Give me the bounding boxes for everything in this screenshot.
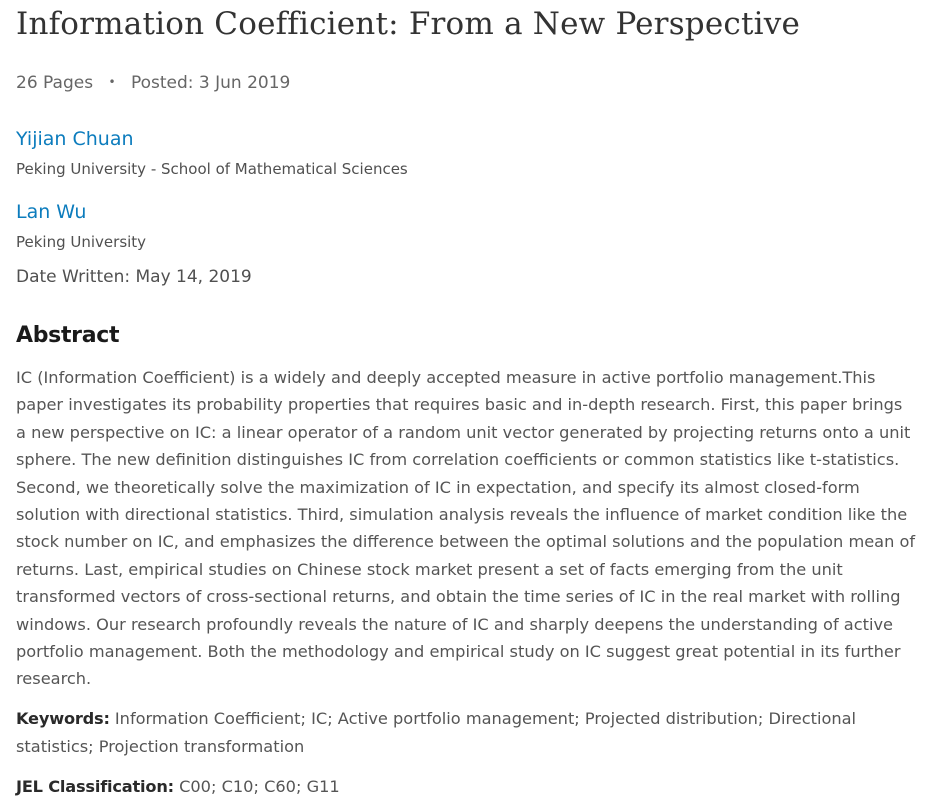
- author-affiliation: Peking University - School of Mathematical Sciences: [16, 160, 408, 178]
- page-title: Information Coefficient: From a New Perspective: [16, 6, 800, 42]
- author-link-yijian-chuan[interactable]: Yijian Chuan: [16, 128, 134, 150]
- author-link-lan-wu[interactable]: Lan Wu: [16, 201, 87, 223]
- jel-codes: C00; C10; C60; G11: [179, 777, 340, 796]
- jel-label: JEL Classification:: [16, 777, 174, 796]
- keywords-label: Keywords:: [16, 709, 110, 728]
- posted-date: Posted: 3 Jun 2019: [130, 73, 291, 93]
- jel-classification: [16, 773, 340, 801]
- page-count: 26 Pages: [16, 73, 94, 93]
- abstract-text: IC (Information Coefficient) is a widely and deeply accepted measure in active portfolio management.This paper investigates its probability properties that requires basic and in-depth research. First, this paper brings a new perspective on IC: a linear operator of a random unit vector generated by projecting returns onto a unit sphere. The new definition distinguishes IC from correlation coefficients or common statistics like t-statistics. Second, we theoretically solve the maximization of IC in expectation, and specify its almost closed-form solution with directional statistics. Third, simulation analysis reveals the influence of market condition like the stock number on IC, and emphasizes the difference between the optimal solutions and the population mean of returns. Last, empirical studies on Chinese stock market present a set of facts emerging from the unit transformed vectors of cross-sectional returns, and obtain the time series of IC in the real market with rolling windows. Our research profoundly reveals the nature of IC and sharply deepens the understanding of active portfolio management. Both the methodology and empirical study on IC suggest great potential in its further research.: [16, 368, 916, 689]
- paper-meta: [16, 73, 290, 93]
- meta-separator: •: [108, 75, 116, 89]
- keywords: [16, 705, 911, 761]
- date-written: Date Written: May 14, 2019: [16, 267, 252, 287]
- abstract-heading: Abstract: [16, 323, 120, 348]
- keywords-text: Information Coefficient; IC; Active portfolio management; Projected distribution; Directional statistics; Projection transformation: [16, 709, 857, 756]
- author-affiliation: Peking University: [16, 233, 147, 251]
